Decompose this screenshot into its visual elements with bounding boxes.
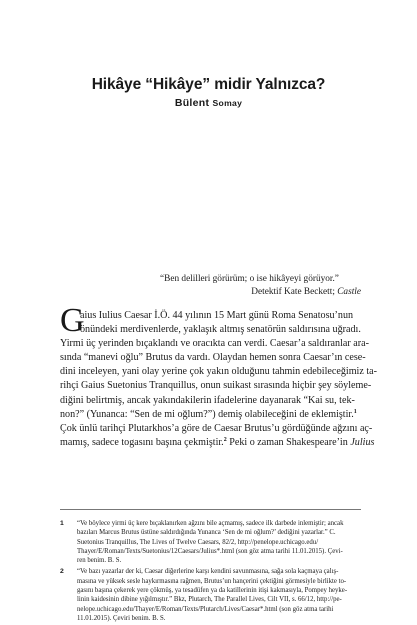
footnote-line: “Ve böylece yirmi üç kere bıçaklanırken ağzını bile açmamış, sadece ilk darbede inlemiştir; ancak — [77, 520, 344, 527]
epigraph-source: Castle — [337, 286, 361, 297]
author-last-name: Somay — [212, 98, 243, 108]
footnote-line: gasını başına çekerek yere çökmüş, ya tesadüfen ya da katillerinin itişi kakmasıyla, Pompey heyke- — [77, 587, 348, 595]
body-line-text: non?” (Yunanca: “Sen de mi oğlum?”) demiş olabileceğini de eklemiştir. — [60, 408, 354, 420]
body-paragraph — [60, 309, 378, 450]
body-line: sında “manevi oğlu” Brutus da vardı. Olaydan hemen sonra Caesar’ın cese- — [60, 352, 366, 364]
footnote-2 — [60, 567, 361, 623]
body-line: Yirmi üç yerinden bıçaklandı ve oracıkta can verdi. Caesar’a saldıranlar ara- — [60, 338, 369, 350]
body-line: rihçi Gaius Suetonius Tranquillus, onun suikast sırasında hiçbir şey söyleme- — [60, 380, 372, 392]
footnote-line: linin kaidesinin dibine yığılmıştır.” Bkz, Plutarch, The Parallel Lives, Cilt VII, s. 66/12, http://pe- — [77, 596, 342, 604]
epigraph-quote: “Ben delilleri görürüm; o ise hikâyeyi görüyor.” — [160, 274, 339, 284]
body-line: önündeki merdivenlerde, yaklaşık altmış senatörün saldırısına uğradı. — [80, 324, 361, 336]
footnote-line: nelope.uchicago.edu/Thayer/E/Roman/Texts/Plutarch/Lives/Caesar*.html (son göz atma tarihi — [77, 605, 334, 613]
footnote-ref-1[interactable]: 1 — [353, 408, 357, 415]
epigraph-attribution-name: Detektif Kate Beckett; — [251, 286, 338, 297]
body-line: dini inceleyen, yani olay yerine çok yakın olduğunu tahmin edebileceğimiz ta- — [60, 366, 378, 378]
author-first-name: Bülent — [174, 97, 210, 109]
article-title: Hikâye “Hikâye” midir Yalnızca? — [91, 76, 326, 93]
drop-cap: G — [60, 302, 85, 339]
footnote-1 — [60, 519, 361, 565]
footnote-line: “Ve bazı yazarlar der ki, Caesar diğerlerine karşı kendini savunmasına, sağa sola kaçmaya çalış- — [77, 568, 339, 576]
body-line-text: mamış, sadece togasını başına çekmiştir. — [60, 436, 224, 448]
footnote-line: ren benim. B. S. — [77, 557, 122, 565]
footnote-divider — [60, 509, 361, 510]
body-line-text: Peki o zaman Shakespeare’in — [226, 436, 351, 448]
body-line: Çok ünlü tarihçi Plutarkhos’a göre de Caesar Brutus’u gördüğünde ağzını aç- — [60, 422, 373, 434]
footnote-ref-2[interactable]: 2 — [223, 436, 227, 443]
article-author — [0, 97, 417, 109]
footnote-line: bazıları Marcus Brutus üstüne saldırdığında Yunanca ‘Sen de mi oğlum?’ dediğini yazarlar.” C. — [77, 529, 336, 537]
body-line — [60, 408, 361, 422]
footnote-line: Thayer/E/Roman/Texts/Suetonius/12Caesars/Julius*.html (son göz atma tarihi 11.01.2015). Çevi- — [77, 547, 343, 555]
footnote-line: Suetonius Tranquillus, The Lives of Twelve Caesars, 82/2, http://penelope.uchicago.edu/ — [77, 538, 319, 546]
footnote-number: 2 — [60, 568, 64, 576]
footnote-line: masına ve yüksek sesle haykırmasına rağmen, Brutus’un hançerini çektiğini görmesiyle birlikte to- — [77, 577, 347, 585]
epigraph-attribution — [160, 286, 361, 299]
footnote-number: 1 — [60, 520, 64, 527]
body-line — [60, 436, 375, 450]
body-italic-title: Julius — [350, 436, 375, 448]
body-line: aius Iulius Caesar İ.Ö. 44 yılının 15 Mart günü Roma Senatosu’nun — [80, 310, 354, 321]
body-line: diğini belirtmiş, ancak yakındakilerin ifadelerine dayanarak “Kai su, tek- — [60, 394, 355, 406]
footnotes — [60, 519, 361, 625]
epigraph — [160, 273, 361, 298]
footnote-line: 11.01.2015). Çeviri benim. B. S. — [77, 614, 166, 622]
